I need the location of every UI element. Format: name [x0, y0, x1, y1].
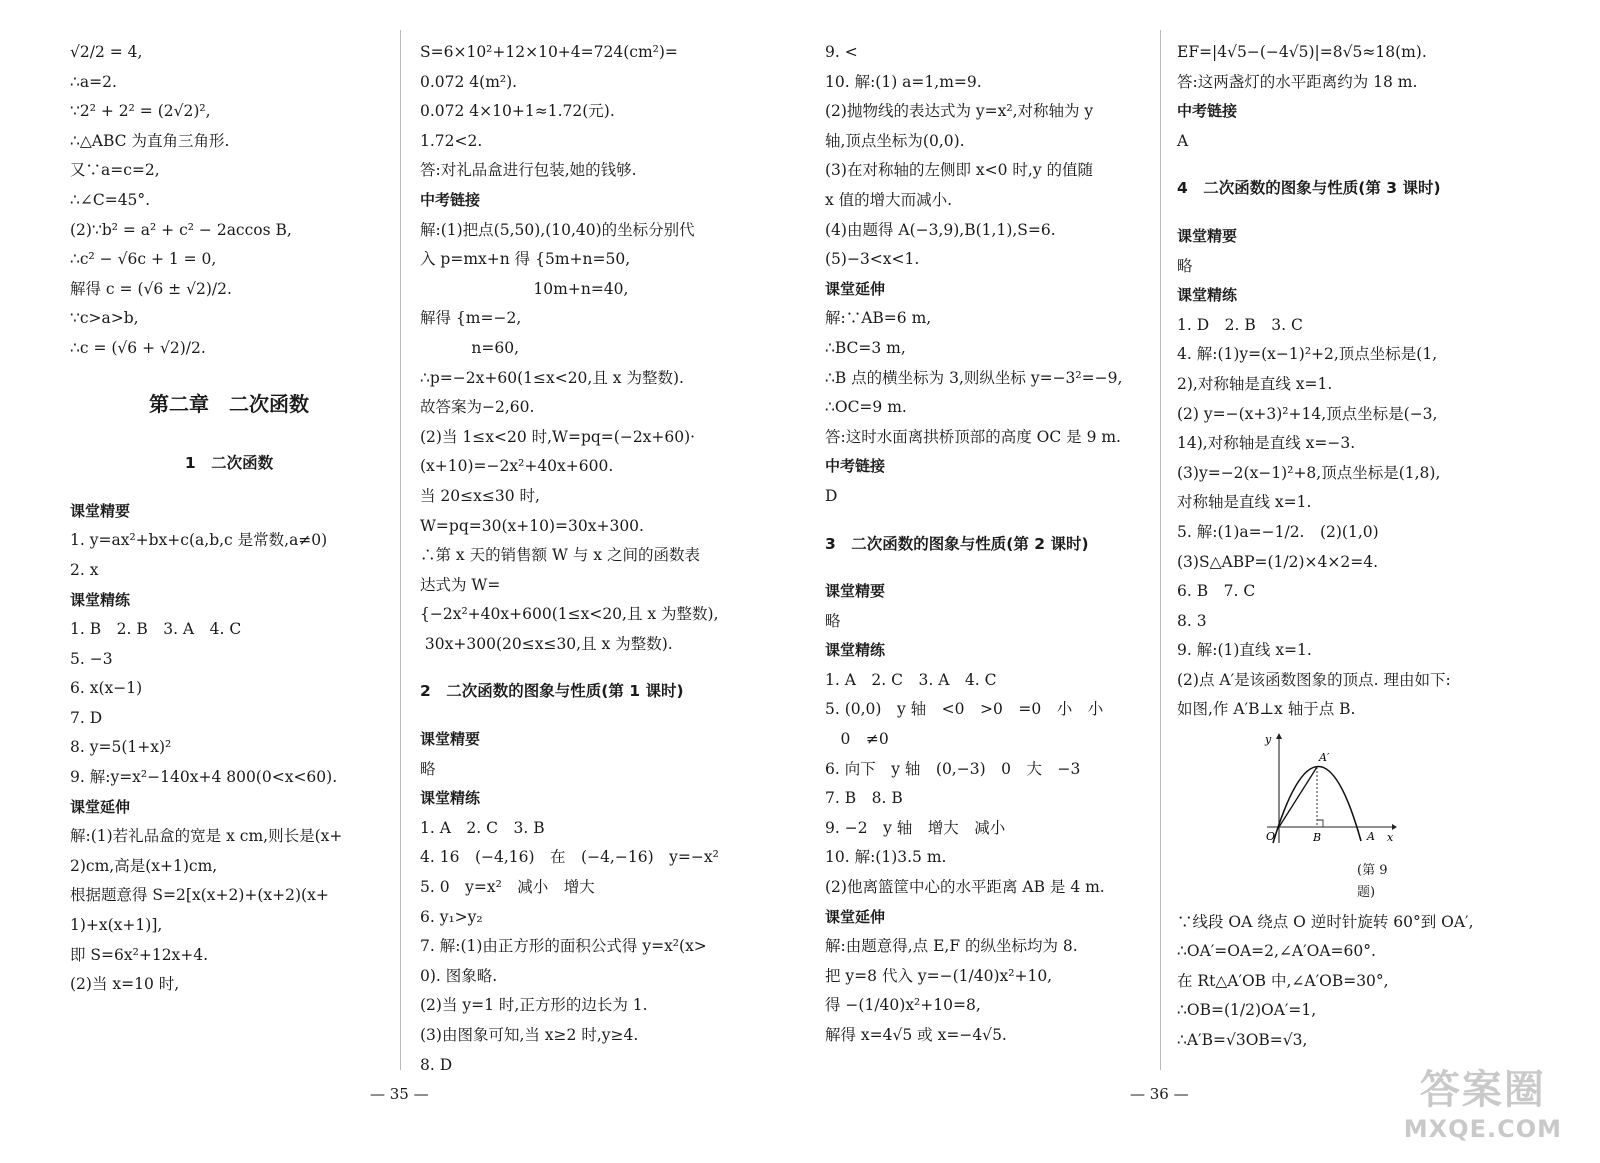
text-line: 如图,作 A′B⊥x 轴于点 B.	[1177, 700, 1356, 719]
col4-text-2	[1177, 222, 1512, 725]
text-line: ∴A′B=√3OB=√3,	[1177, 1031, 1308, 1050]
text-line: 当 20≤x≤30 时,	[420, 486, 540, 505]
text-line: (3)在对称轴的左侧即 x<0 时,y 的值随	[825, 161, 1094, 180]
text-line: 8. y=5(1+x)²	[70, 738, 172, 757]
text-line: 10m+n=40,	[420, 279, 629, 298]
text-line: D	[825, 486, 838, 505]
subheading: 课堂延伸	[825, 907, 886, 926]
text-line: 解:由题意得,点 E,F 的纵坐标均为 8.	[825, 937, 1078, 956]
text-line: 9. 解:(1)直线 x=1.	[1177, 641, 1312, 660]
text-line: 10. 解:(1) a=1,m=9.	[825, 72, 982, 91]
label-a-prime: A′	[1319, 751, 1330, 765]
text-line: 5. 0 y=x² 减小 增大	[420, 878, 595, 897]
text-line: 9. <	[825, 43, 858, 61]
col3-text-2	[825, 577, 1145, 1051]
text-line: 根据题意得 S=2[x(x+2)+(x+2)(x+	[70, 886, 329, 905]
text-line: 得 −(1/40)x²+10=8,	[825, 996, 981, 1015]
text-line: 答:对礼品盒进行包装,她的钱够.	[420, 161, 637, 180]
text-line: 7. D	[70, 708, 103, 727]
text-line: (2)点 A′是该函数图象的顶点. 理由如下:	[1177, 670, 1451, 689]
text-line: 0.072 4×10+1≈1.72(元).	[420, 102, 615, 121]
text-line: 7. B 8. B	[825, 789, 903, 808]
page-number-right: — 36 —	[1130, 1085, 1189, 1103]
text-line: 6. x(x−1)	[70, 679, 143, 698]
text-line: 4. 16 (−4,16) 在 (−4,−16) y=−x²	[420, 848, 719, 867]
watermark-url: MXQE.COM	[1403, 1115, 1562, 1143]
text-line: x 值的增大而减小.	[825, 190, 953, 209]
text-line: 1)+x(x+1)],	[70, 916, 163, 935]
watermark-logo	[1404, 1058, 1562, 1143]
text-line: ∴第 x 天的销售额 W 与 x 之间的函数表	[420, 546, 700, 565]
text-line: n=60,	[420, 338, 520, 357]
subheading: 中考链接	[1177, 102, 1238, 121]
text-line: ∴BC=3 m,	[825, 338, 906, 357]
subheading: 课堂精要	[70, 501, 131, 520]
text-line: 解:∵AB=6 m,	[825, 309, 932, 328]
text-line: (2)当 y=1 时,正方形的边长为 1.	[420, 996, 648, 1015]
text-line: 解:(1)若礼品盒的宽是 x cm,则长是(x+	[70, 827, 343, 846]
x-axis-arrow	[1392, 824, 1397, 830]
subheading: 课堂精练	[420, 789, 481, 808]
label-x: x	[1387, 831, 1394, 845]
text-line: ∵2² + 2² = (2√2)²,	[70, 102, 211, 121]
section-title: 1 二次函数	[184, 454, 274, 473]
text-line: (2)他离篮筐中心的水平距离 AB 是 4 m.	[825, 878, 1105, 897]
text-line: {−2x²+40x+600(1≤x<20,且 x 为整数),	[420, 605, 719, 624]
text-line: 0). 图象略.	[420, 966, 498, 985]
col4-text-3	[1177, 908, 1512, 1056]
text-line: (4)由题得 A(−3,9),B(1,1),S=6.	[825, 220, 1056, 239]
label-o: O	[1266, 830, 1276, 844]
text-line: 1.72<2.	[420, 131, 483, 150]
text-line: 解得 {m=−2,	[420, 309, 522, 328]
text-line: ∴OB=(1/2)OA′=1,	[1177, 1001, 1317, 1020]
col1-text	[70, 38, 388, 364]
text-line: 略	[420, 759, 436, 778]
column-4	[1177, 38, 1512, 1056]
text-line: 6. B 7. C	[1177, 582, 1256, 601]
text-line: 2),对称轴是直线 x=1.	[1177, 374, 1333, 393]
text-line: W=pq=30(x+10)=30x+300.	[420, 516, 644, 535]
subheading: 课堂精要	[420, 730, 481, 749]
text-line: 即 S=6x²+12x+4.	[70, 945, 209, 964]
parabola-figure	[1257, 731, 1397, 904]
column-2	[420, 38, 755, 1080]
text-line: 轴,顶点坐标为(0,0).	[825, 131, 965, 150]
section-title: 4 二次函数的图象与性质(第 3 课时)	[1177, 179, 1441, 198]
text-line: 答:这时水面离拱桥顶部的高度 OC 是 9 m.	[825, 427, 1121, 446]
text-line: (5)−3<x<1.	[825, 250, 920, 269]
col4-text	[1177, 38, 1512, 156]
col2-text	[420, 38, 755, 659]
text-line: 2)cm,高是(x+1)cm,	[70, 856, 218, 875]
text-line: ∵线段 OA 绕点 O 逆时针旋转 60°到 OA′,	[1177, 912, 1474, 931]
label-a: A	[1367, 830, 1375, 844]
text-line: 入 p=mx+n 得 {5m+n=50,	[420, 250, 631, 269]
text-line: 2. x	[70, 560, 99, 579]
text-line: 1. y=ax²+bx+c(a,b,c 是常数,a≠0)	[70, 531, 328, 550]
text-line: √2/2 = 4,	[70, 43, 143, 61]
text-line: 解:(1)把点(5,50),(10,40)的坐标分别代	[420, 220, 695, 239]
text-line: 10. 解:(1)3.5 m.	[825, 848, 947, 867]
text-line: ∵c>a>b,	[70, 309, 139, 328]
col3-text	[825, 38, 1145, 512]
column-divider-left	[400, 30, 401, 1070]
text-line: (x+10)=−2x²+40x+600.	[420, 457, 614, 476]
text-line: 6. 向下 y 轴 (0,−3) 0 大 −3	[825, 759, 1081, 778]
col1-text-2	[70, 497, 388, 1000]
text-line: 30x+300(20≤x≤30,且 x 为整数).	[420, 634, 673, 653]
column-3	[825, 38, 1145, 1051]
text-line: 答:这两盏灯的水平距离约为 18 m.	[1177, 72, 1418, 91]
text-line: (2) y=−(x+3)²+14,顶点坐标是(−3,	[1177, 404, 1438, 423]
text-line: 1. A 2. C 3. A 4. C	[825, 670, 997, 689]
text-line: 5. (0,0) y 轴 <0 >0 =0 小 小	[825, 700, 1104, 719]
text-line: 8. D	[420, 1055, 453, 1074]
text-line: 7. 解:(1)由正方形的面积公式得 y=x²(x>	[420, 937, 707, 956]
watermark-text: 答案圈	[1419, 1067, 1546, 1113]
text-line: 5. −3	[70, 649, 113, 668]
subheading: 课堂延伸	[825, 279, 886, 298]
text-line: 在 Rt△A′OB 中,∠A′OB=30°,	[1177, 971, 1389, 990]
subheading: 中考链接	[420, 190, 481, 209]
text-line: (2)当 x=10 时,	[70, 975, 180, 994]
text-line: 解得 c = (√6 ± √2)/2.	[70, 279, 232, 298]
text-line: 略	[825, 611, 841, 630]
text-line: 14),对称轴是直线 x=−3.	[1177, 434, 1356, 453]
column-1	[70, 38, 388, 1000]
text-line: ∴p=−2x+60(1≤x<20,且 x 为整数).	[420, 368, 684, 387]
text-line: 9. 解:y=x²−140x+4 800(0<x<60).	[70, 768, 338, 787]
text-line: S=6×10²+12×10+4=724(cm²)=	[420, 43, 678, 61]
col2-text-2	[420, 725, 755, 1080]
text-line: 又∵a=c=2,	[70, 161, 160, 180]
text-line: ∴c = (√6 + √2)/2.	[70, 338, 206, 357]
section-title: 3 二次函数的图象与性质(第 2 课时)	[825, 534, 1089, 553]
subheading: 课堂精要	[1177, 226, 1238, 245]
text-line: (2)当 1≤x<20 时,W=pq=(−2x+60)·	[420, 427, 696, 446]
text-line: (3)S△ABP=(1/2)×4×2=4.	[1177, 552, 1379, 571]
parabola-diagram	[1257, 731, 1397, 849]
text-line: (2)∵b² = a² + c² − 2accos B,	[70, 220, 292, 239]
text-line: ∴a=2.	[70, 72, 117, 91]
text-line: 8. 3	[1177, 611, 1207, 630]
text-line: ∴OA′=OA=2,∠A′OA=60°.	[1177, 942, 1376, 961]
subheading: 课堂精练	[70, 590, 131, 609]
text-line: ∴c² − √6c + 1 = 0,	[70, 250, 217, 269]
text-line: EF=|4√5−(−4√5)|=8√5≈18(m).	[1177, 43, 1427, 61]
text-line: 对称轴是直线 x=1.	[1177, 493, 1312, 512]
text-line: 1. D 2. B 3. C	[1177, 315, 1303, 334]
text-line: 把 y=8 代入 y=−(1/40)x²+10,	[825, 966, 1053, 985]
label-b: B	[1313, 831, 1322, 845]
y-axis-arrow	[1276, 733, 1282, 739]
page-number-left: — 35 —	[370, 1085, 429, 1103]
subheading: 课堂精练	[825, 641, 886, 660]
text-line: 解得 x=4√5 或 x=−4√5.	[825, 1026, 1007, 1044]
right-angle-mark	[1317, 820, 1323, 827]
text-line: 0 ≠0	[825, 730, 889, 749]
subheading: 课堂延伸	[70, 797, 131, 816]
text-line: 1. A 2. C 3. B	[420, 818, 545, 837]
chapter-title: 第二章 二次函数	[149, 391, 309, 416]
text-line: 达式为 W=	[420, 575, 501, 594]
text-line: A	[1177, 131, 1189, 150]
text-line: (3)y=−2(x−1)²+8,顶点坐标是(1,8),	[1177, 463, 1441, 482]
figure-caption: (第 9 题)	[1357, 862, 1388, 900]
text-line: 5. 解:(1)a=−1/2. (2)(1,0)	[1177, 522, 1379, 541]
section-title: 2 二次函数的图象与性质(第 1 课时)	[420, 682, 684, 701]
subheading: 课堂精要	[825, 582, 886, 601]
text-line: 6. y₁>y₂	[420, 907, 483, 926]
text-line: (2)抛物线的表达式为 y=x²,对称轴为 y	[825, 102, 1094, 121]
text-line: 4. 解:(1)y=(x−1)²+2,顶点坐标是(1,	[1177, 345, 1438, 364]
label-y: y	[1265, 733, 1272, 747]
text-line: 故答案为−2,60.	[420, 398, 535, 417]
subheading: 中考链接	[825, 457, 886, 476]
text-line: ∴△ABC 为直角三角形.	[70, 131, 230, 150]
text-line: 0.072 4(m²).	[420, 72, 518, 91]
text-line: 9. −2 y 轴 增大 减小	[825, 818, 1006, 837]
text-line: 1. B 2. B 3. A 4. C	[70, 620, 242, 639]
text-line: ∴OC=9 m.	[825, 398, 907, 417]
column-divider-right	[1160, 30, 1161, 1070]
segment-oa-prime	[1279, 767, 1317, 827]
text-line: ∴∠C=45°.	[70, 190, 151, 209]
text-line: ∴B 点的横坐标为 3,则纵坐标 y=−3²=−9,	[825, 368, 1123, 387]
text-line: 略	[1177, 256, 1193, 275]
text-line: (3)由图象可知,当 x≥2 时,y≥4.	[420, 1026, 639, 1044]
subheading: 课堂精练	[1177, 286, 1238, 305]
